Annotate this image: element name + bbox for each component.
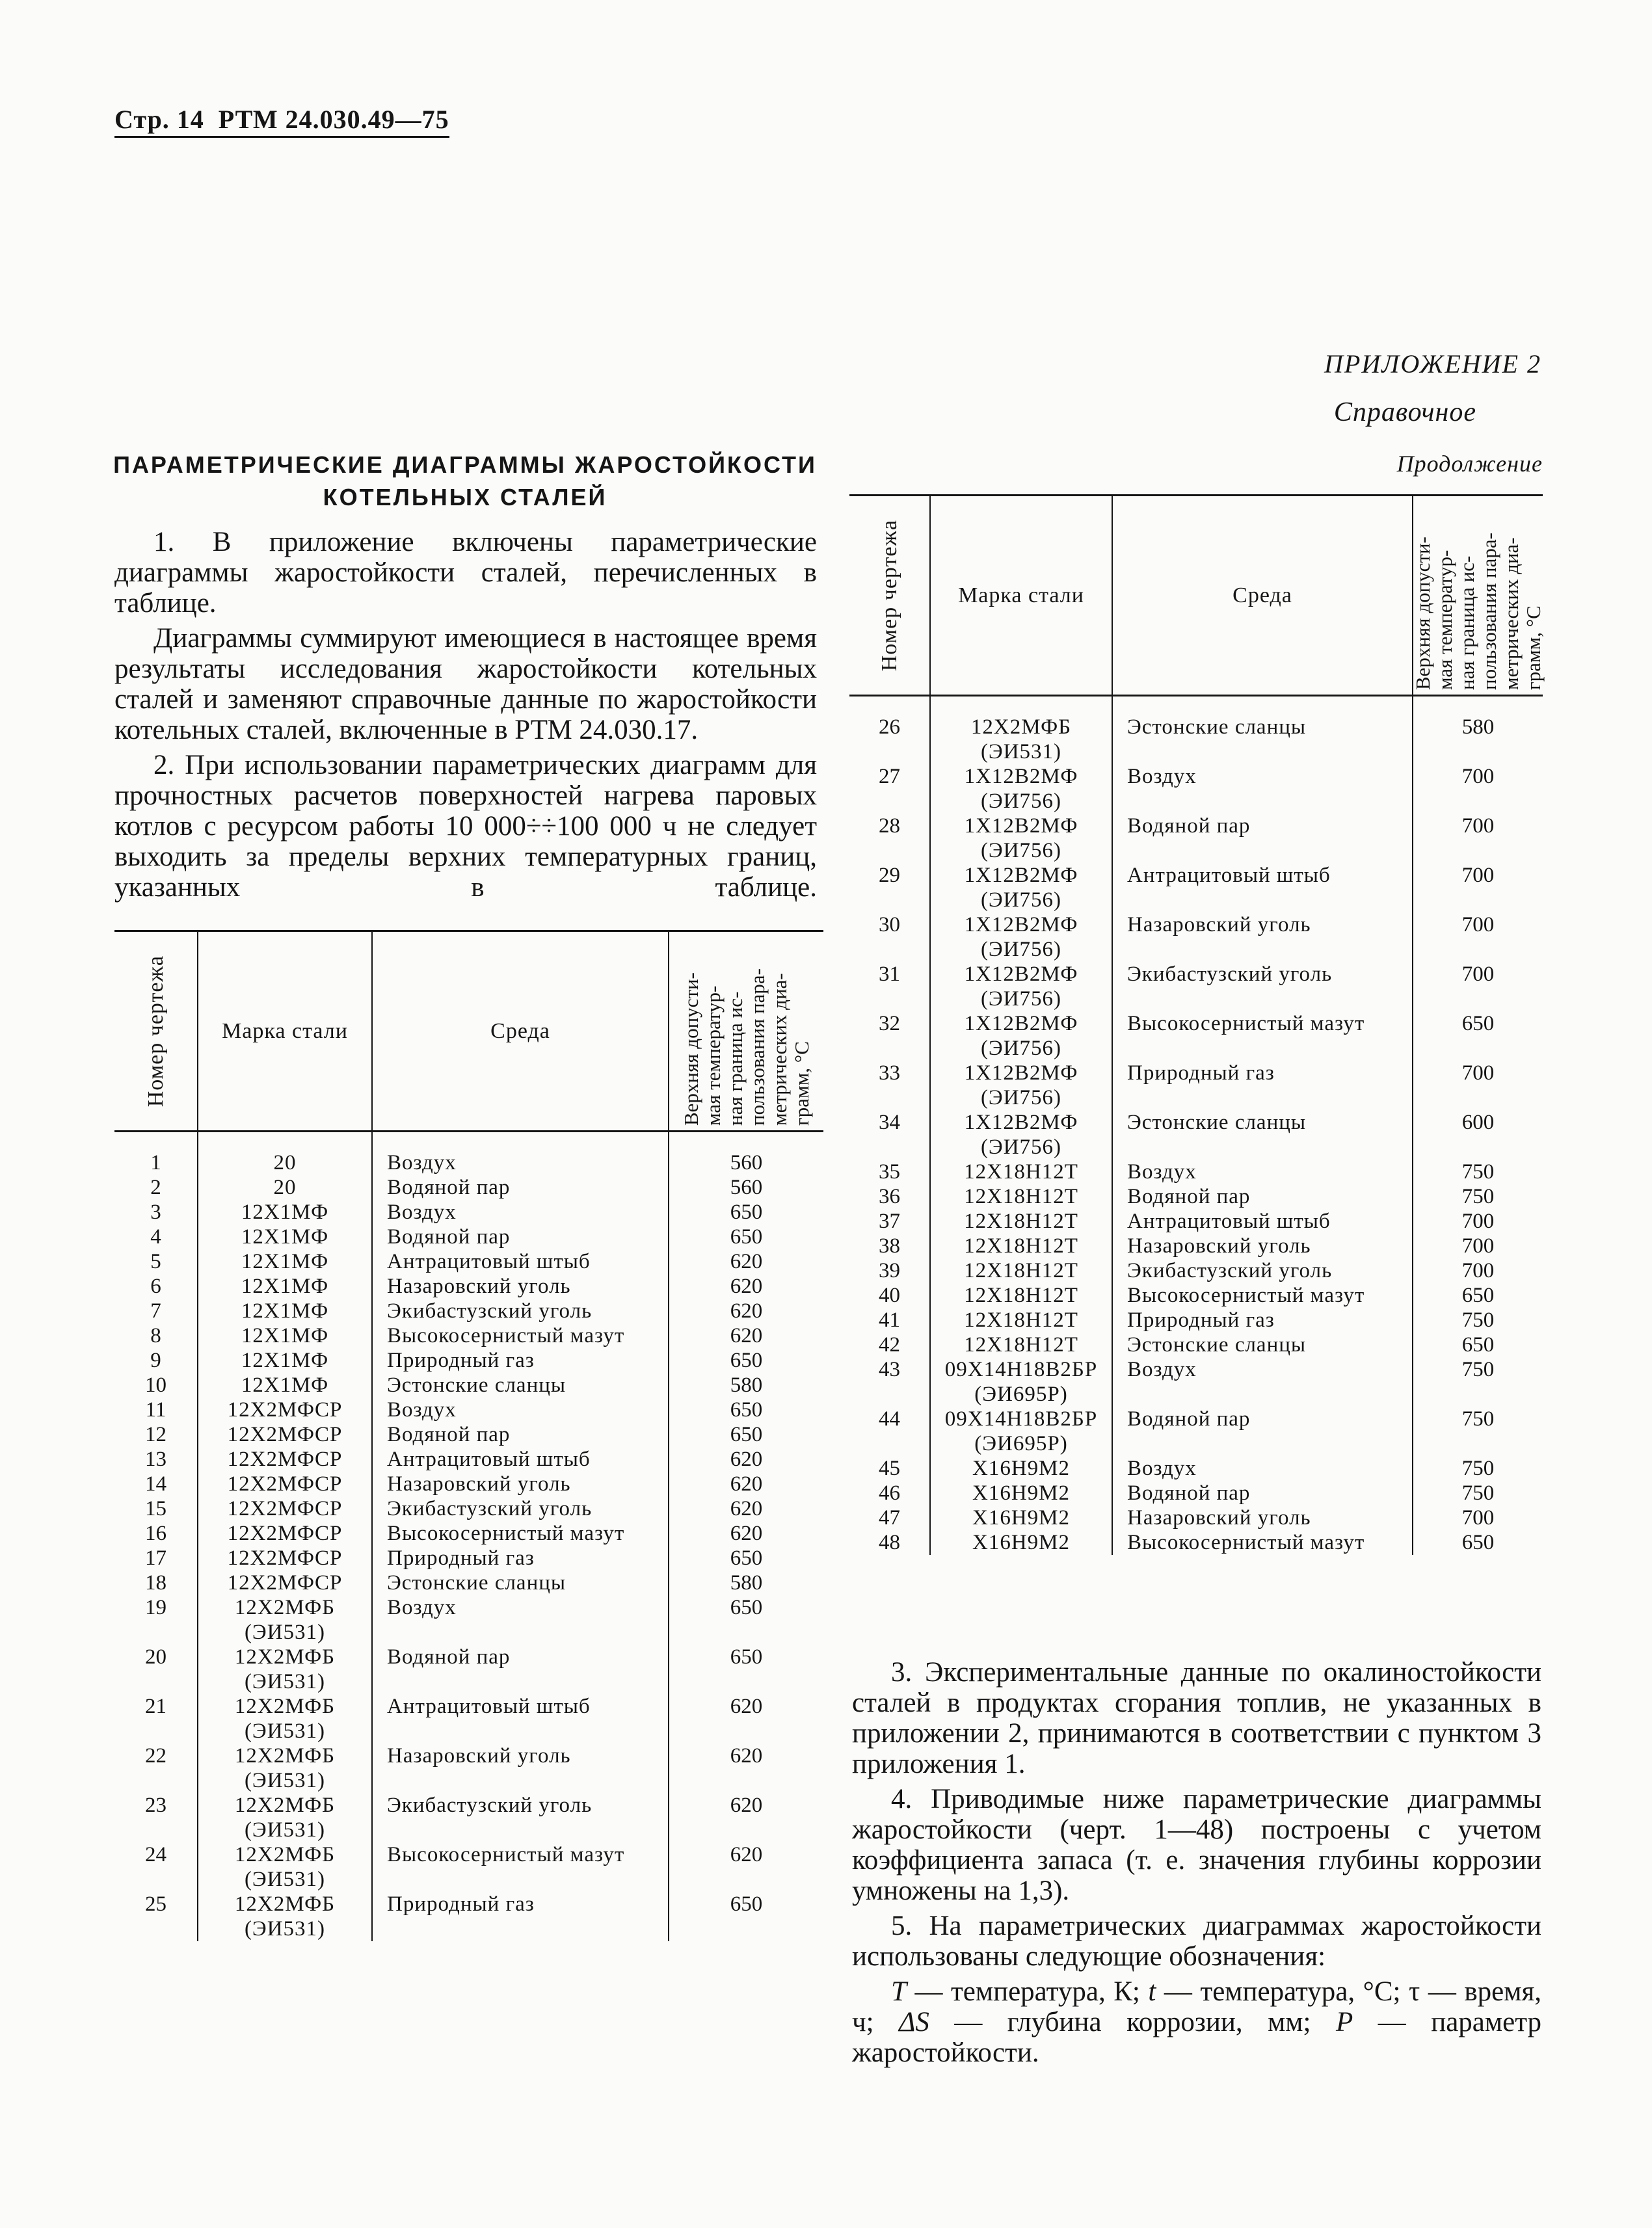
table-row (849, 1283, 1543, 1308)
cell-drawing-number: 29 (879, 864, 900, 887)
cell-drawing-number: 28 (879, 814, 900, 838)
cell-drawing-number: 32 (879, 1012, 900, 1035)
cell-temperature: 700 (1413, 1258, 1543, 1283)
cell-temperature: 700 (1413, 764, 1543, 814)
cell-steel-grade: 12Х2МФБ (ЭИ531) (198, 1842, 372, 1892)
cell-medium: Природный газ (372, 1546, 669, 1571)
cell-temperature: 650 (669, 1595, 823, 1645)
cell-drawing-number: 44 (879, 1407, 900, 1431)
cell-steel-grade: 1Х12В2МФ (ЭИ756) (930, 1061, 1112, 1110)
cell-drawing-number: 15 (145, 1497, 167, 1520)
cell-drawing-number: 46 (879, 1481, 900, 1505)
cell-medium: Воздух (1112, 1160, 1413, 1184)
table-row (849, 814, 1543, 863)
cell-steel-grade: Х16Н9М2 (930, 1530, 1112, 1555)
cell-steel-grade: 12Х2МФСР (198, 1447, 372, 1472)
cell-medium: Эстонские сланцы (1112, 1333, 1413, 1357)
cell-temperature: 750 (1413, 1308, 1543, 1333)
cell-medium: Природный газ (372, 1348, 669, 1373)
cell-drawing-number: 14 (145, 1472, 167, 1496)
cell-steel-grade: 12Х18Н12Т (930, 1184, 1112, 1209)
paragraph-3: 3. Экспериментальные данные по окалиностойкости сталей в продуктах сгорания топлив, не указанных в приложении 2, принимаются в соответствии с пунктом 3 приложения 1. (852, 1657, 1541, 1779)
cell-steel-grade: 12Х1МФ (198, 1323, 372, 1348)
table-row (114, 1645, 823, 1694)
cell-steel-grade: 12Х2МФБ (ЭИ531) (930, 696, 1112, 765)
symbol: P (1335, 2007, 1353, 2037)
cell-drawing-number: 33 (879, 1061, 900, 1085)
cell-drawing-number: 9 (150, 1349, 161, 1372)
cell-medium: Воздух (372, 1200, 669, 1225)
cell-steel-grade: 12Х2МФБ (ЭИ531) (198, 1595, 372, 1645)
cell-medium: Экибастузский уголь (1112, 962, 1413, 1011)
cell-drawing-number: 47 (879, 1506, 900, 1530)
cell-medium: Воздух (1112, 1357, 1413, 1407)
cell-drawing-number: 4 (150, 1225, 161, 1249)
cell-drawing-number: 25 (145, 1892, 167, 1916)
cell-temperature: 620 (669, 1744, 823, 1793)
table-row (849, 1407, 1543, 1456)
cell-drawing-number: 35 (879, 1160, 900, 1184)
cell-drawing-number: 36 (879, 1185, 900, 1208)
cell-temperature: 700 (1413, 962, 1543, 1011)
cell-temperature: 620 (669, 1274, 823, 1299)
table-row (849, 1456, 1543, 1481)
cell-medium: Природный газ (1112, 1308, 1413, 1333)
table-row (849, 1160, 1543, 1184)
cell-medium: Водяной пар (372, 1645, 669, 1694)
cell-medium: Эстонские сланцы (1112, 1110, 1413, 1160)
header-steel-grade: Марка стали (198, 931, 372, 1132)
cell-drawing-number: 37 (879, 1210, 900, 1233)
cell-steel-grade: 12Х2МФСР (198, 1472, 372, 1496)
page-number: Стр. 14 (114, 105, 204, 134)
appendix-type: Справочное (1333, 397, 1476, 427)
cell-drawing-number: 41 (879, 1308, 900, 1332)
table-row (849, 1505, 1543, 1530)
table-row (849, 912, 1543, 962)
cell-steel-grade: 1Х12В2МФ (ЭИ756) (930, 1011, 1112, 1061)
cell-medium: Воздух (372, 1398, 669, 1422)
steel-table-right (849, 494, 1543, 1555)
cell-steel-grade: 12Х18Н12Т (930, 1234, 1112, 1258)
cell-medium: Эстонские сланцы (372, 1373, 669, 1398)
cell-temperature: 620 (669, 1472, 823, 1496)
cell-temperature: 580 (1413, 696, 1543, 765)
cell-medium: Воздух (372, 1132, 669, 1176)
cell-temperature: 750 (1413, 1184, 1543, 1209)
cell-drawing-number: 2 (150, 1176, 161, 1199)
table-row (114, 1132, 823, 1176)
table-header-row (849, 496, 1543, 696)
symbol: τ (1409, 1976, 1420, 2007)
cell-temperature: 580 (669, 1571, 823, 1595)
cell-temperature: 620 (669, 1694, 823, 1744)
cell-temperature: 700 (1413, 1505, 1543, 1530)
cell-steel-grade: 20 (198, 1132, 372, 1176)
header-upper-temperature: Верхняя допусти- мая температур- ная граница ис- пользования пара- метрических диа- грамм, °С (669, 931, 823, 1132)
header-medium: Среда (372, 931, 669, 1132)
cell-medium: Экибастузский уголь (1112, 1258, 1413, 1283)
cell-temperature: 560 (669, 1175, 823, 1200)
cell-medium: Антрацитовый штыб (1112, 1209, 1413, 1234)
cell-steel-grade: 12Х2МФБ (ЭИ531) (198, 1694, 372, 1744)
cell-drawing-number: 7 (150, 1299, 161, 1323)
cell-steel-grade: 1Х12В2МФ (ЭИ756) (930, 912, 1112, 962)
cell-steel-grade: Х16Н9М2 (930, 1505, 1112, 1530)
paragraph-5: 5. На параметрических диаграммах жаростойкости использованы следующие обозначения: (852, 1911, 1541, 1972)
table-row (114, 1521, 823, 1546)
table-row (849, 1357, 1543, 1407)
cell-medium: Экибастузский уголь (372, 1299, 669, 1323)
cell-drawing-number: 22 (145, 1744, 167, 1768)
cell-medium: Водяной пар (1112, 1407, 1413, 1456)
cell-temperature: 750 (1413, 1456, 1543, 1481)
cell-steel-grade: 1Х12В2МФ (ЭИ756) (930, 764, 1112, 814)
table-row (114, 1348, 823, 1373)
table-row (114, 1842, 823, 1892)
cell-temperature: 620 (669, 1299, 823, 1323)
cell-drawing-number: 26 (879, 715, 900, 739)
table-row (114, 1422, 823, 1447)
cell-steel-grade: 12Х1МФ (198, 1373, 372, 1398)
cell-drawing-number: 43 (879, 1358, 900, 1381)
table-row (849, 1209, 1543, 1234)
table-row (849, 1184, 1543, 1209)
cell-temperature: 700 (1413, 1061, 1543, 1110)
symbol-meaning: — температура, К; (906, 1976, 1149, 2007)
cell-medium: Высокосернистый мазут (372, 1521, 669, 1546)
cell-medium: Высокосернистый мазут (372, 1323, 669, 1348)
cell-temperature: 620 (669, 1323, 823, 1348)
cell-steel-grade: 12Х2МФСР (198, 1496, 372, 1521)
cell-temperature: 650 (669, 1348, 823, 1373)
cell-drawing-number: 10 (145, 1373, 167, 1397)
symbol-meaning: — температура, °С; (1156, 1976, 1409, 2007)
symbol-meaning: — глубина коррозии, мм; (929, 2007, 1336, 2037)
appendix-label: ПРИЛОЖЕНИЕ 2 (1324, 349, 1541, 378)
cell-drawing-number: 40 (879, 1284, 900, 1307)
table-row (114, 1398, 823, 1422)
cell-medium: Водяной пар (1112, 1481, 1413, 1505)
cell-temperature: 620 (669, 1249, 823, 1274)
cell-steel-grade: 12Х2МФСР (198, 1546, 372, 1571)
cell-medium: Водяной пар (1112, 1184, 1413, 1209)
cell-medium: Воздух (1112, 764, 1413, 814)
document-title-line: КОТЕЛЬНЫХ СТАЛЕЙ (323, 484, 607, 511)
table-row (849, 1333, 1543, 1357)
cell-drawing-number: 27 (879, 765, 900, 788)
cell-steel-grade: Х16Н9М2 (930, 1456, 1112, 1481)
cell-temperature: 750 (1413, 1160, 1543, 1184)
cell-temperature: 650 (669, 1398, 823, 1422)
table-row (114, 1793, 823, 1842)
cell-medium: Экибастузский уголь (372, 1496, 669, 1521)
cell-drawing-number: 13 (145, 1448, 167, 1471)
table-row (849, 1258, 1543, 1283)
table-row (114, 1323, 823, 1348)
cell-steel-grade: 12Х2МФБ (ЭИ531) (198, 1645, 372, 1694)
notation-list (852, 1976, 1541, 2068)
cell-drawing-number: 34 (879, 1111, 900, 1134)
cell-temperature: 650 (669, 1225, 823, 1249)
table-row (849, 1481, 1543, 1505)
table-row (849, 764, 1543, 814)
document-code: РТМ 24.030.49—75 (218, 105, 449, 134)
cell-drawing-number: 12 (145, 1423, 167, 1446)
table-row (114, 1447, 823, 1472)
table-row (114, 1175, 823, 1200)
body-text-right (852, 1657, 1541, 2073)
cell-drawing-number: 45 (879, 1457, 900, 1480)
table-row (849, 1110, 1543, 1160)
header-upper-temperature: Верхняя допусти- мая температур- ная граница ис- пользования пара- метрических диа- грамм, °С (1413, 496, 1543, 696)
cell-steel-grade: 12Х2МФСР (198, 1521, 372, 1546)
cell-temperature: 750 (1413, 1407, 1543, 1456)
steel-table-left (114, 930, 823, 1941)
cell-steel-grade: 12Х1МФ (198, 1225, 372, 1249)
table-body-left (114, 1132, 823, 1942)
cell-temperature: 560 (669, 1132, 823, 1176)
cell-medium: Антрацитовый штыб (1112, 863, 1413, 912)
cell-drawing-number: 24 (145, 1843, 167, 1866)
cell-medium: Назаровский уголь (372, 1744, 669, 1793)
header-drawing-number: Номер чертежа (849, 496, 930, 696)
cell-temperature: 700 (1413, 863, 1543, 912)
cell-steel-grade: 12Х18Н12Т (930, 1258, 1112, 1283)
cell-drawing-number: 6 (150, 1275, 161, 1298)
cell-medium: Назаровский уголь (372, 1274, 669, 1299)
cell-medium: Высокосернистый мазут (372, 1842, 669, 1892)
cell-steel-grade: 20 (198, 1175, 372, 1200)
symbol-meaning: — время, ч; (852, 1976, 1541, 2037)
table-row (114, 1571, 823, 1595)
cell-steel-grade: 1Х12В2МФ (ЭИ756) (930, 814, 1112, 863)
table-row (114, 1472, 823, 1496)
table-row (849, 1308, 1543, 1333)
cell-medium: Воздух (372, 1595, 669, 1645)
cell-medium: Водяной пар (372, 1225, 669, 1249)
cell-medium: Назаровский уголь (1112, 1505, 1413, 1530)
cell-steel-grade: 09Х14Н18В2БР (ЭИ695Р) (930, 1357, 1112, 1407)
symbol: T (891, 1976, 907, 2007)
cell-steel-grade: 12Х1МФ (198, 1249, 372, 1274)
cell-medium: Назаровский уголь (372, 1472, 669, 1496)
table-row (114, 1496, 823, 1521)
cell-steel-grade: 12Х2МФСР (198, 1398, 372, 1422)
document-title (111, 449, 819, 514)
table-row (114, 1744, 823, 1793)
table-header-row (114, 931, 823, 1132)
cell-medium: Высокосернистый мазут (1112, 1283, 1413, 1308)
cell-medium: Водяной пар (372, 1175, 669, 1200)
cell-steel-grade: 12Х1МФ (198, 1274, 372, 1299)
cell-steel-grade: 12Х2МФБ (ЭИ531) (198, 1892, 372, 1941)
symbol: t (1148, 1976, 1156, 2007)
cell-temperature: 580 (669, 1373, 823, 1398)
cell-steel-grade: 12Х18Н12Т (930, 1209, 1112, 1234)
cell-medium: Высокосернистый мазут (1112, 1011, 1413, 1061)
table-row (849, 1234, 1543, 1258)
table-row (114, 1225, 823, 1249)
cell-drawing-number: 3 (150, 1200, 161, 1224)
cell-medium: Эстонские сланцы (1112, 696, 1413, 765)
cell-medium: Антрацитовый штыб (372, 1447, 669, 1472)
paragraph-1: 1. В приложение включены параметрические диаграммы жаростойкости сталей, перечисленных в таблице. (114, 527, 817, 618)
table-row (114, 1595, 823, 1645)
cell-medium: Водяной пар (372, 1422, 669, 1447)
cell-steel-grade: 12Х1МФ (198, 1348, 372, 1373)
table-row (849, 863, 1543, 912)
header-medium: Среда (1112, 496, 1413, 696)
cell-medium: Воздух (1112, 1456, 1413, 1481)
table-row (849, 1530, 1543, 1555)
cell-temperature: 620 (669, 1521, 823, 1546)
cell-drawing-number: 48 (879, 1531, 900, 1554)
cell-temperature: 650 (669, 1200, 823, 1225)
cell-temperature: 700 (1413, 814, 1543, 863)
cell-steel-grade: 12Х2МФСР (198, 1571, 372, 1595)
cell-drawing-number: 23 (145, 1794, 167, 1817)
cell-drawing-number: 38 (879, 1234, 900, 1258)
cell-temperature: 620 (669, 1496, 823, 1521)
cell-temperature: 650 (1413, 1283, 1543, 1308)
table-row (849, 1011, 1543, 1061)
document-title-line: ПАРАМЕТРИЧЕСКИЕ ДИАГРАММЫ ЖАРОСТОЙКОСТИ (113, 451, 817, 478)
cell-drawing-number: 16 (145, 1522, 167, 1545)
cell-temperature: 600 (1413, 1110, 1543, 1160)
cell-temperature: 650 (669, 1546, 823, 1571)
cell-steel-grade: 1Х12В2МФ (ЭИ756) (930, 1110, 1112, 1160)
cell-temperature: 700 (1413, 1209, 1543, 1234)
table-row (114, 1892, 823, 1941)
table-row (114, 1694, 823, 1744)
cell-drawing-number: 11 (145, 1398, 167, 1422)
cell-temperature: 650 (1413, 1530, 1543, 1555)
cell-drawing-number: 18 (145, 1571, 167, 1595)
cell-temperature: 650 (1413, 1333, 1543, 1357)
cell-drawing-number: 20 (145, 1645, 167, 1669)
cell-temperature: 650 (669, 1645, 823, 1694)
cell-steel-grade: 12Х1МФ (198, 1200, 372, 1225)
cell-temperature: 750 (1413, 1481, 1543, 1505)
page-header (114, 104, 449, 138)
cell-temperature: 700 (1413, 1234, 1543, 1258)
cell-medium: Природный газ (1112, 1061, 1413, 1110)
cell-drawing-number: 31 (879, 962, 900, 986)
table-row (114, 1274, 823, 1299)
symbol: ΔS (899, 2007, 929, 2037)
cell-temperature: 620 (669, 1447, 823, 1472)
cell-steel-grade: 1Х12В2МФ (ЭИ756) (930, 962, 1112, 1011)
cell-medium: Природный газ (372, 1892, 669, 1941)
cell-steel-grade: 12Х18Н12Т (930, 1308, 1112, 1333)
cell-steel-grade: 1Х12В2МФ (ЭИ756) (930, 863, 1112, 912)
cell-medium: Назаровский уголь (1112, 912, 1413, 962)
table-row (114, 1200, 823, 1225)
body-text-left (114, 527, 817, 907)
cell-medium: Антрацитовый штыб (372, 1249, 669, 1274)
cell-temperature: 620 (669, 1842, 823, 1892)
cell-temperature: 650 (669, 1892, 823, 1941)
paragraph-4: 4. Приводимые ниже параметрические диаграммы жаростойкости (черт. 1—48) построены с учетом коэффициента запаса (т. е. значения глубины коррозии умножены на 1,3). (852, 1784, 1541, 1906)
table-row (114, 1373, 823, 1398)
table-row (114, 1546, 823, 1571)
table-body-right (849, 696, 1543, 1556)
cell-steel-grade: 12Х2МФСР (198, 1422, 372, 1447)
cell-drawing-number: 5 (150, 1250, 161, 1273)
cell-temperature: 750 (1413, 1357, 1543, 1407)
cell-steel-grade: 12Х2МФБ (ЭИ531) (198, 1744, 372, 1793)
cell-temperature: 650 (669, 1422, 823, 1447)
cell-drawing-number: 19 (145, 1596, 167, 1619)
cell-medium: Эстонские сланцы (372, 1571, 669, 1595)
symbol-meaning: — параметр жаростойкости. (852, 2007, 1542, 2068)
cell-medium: Водяной пар (1112, 814, 1413, 863)
cell-temperature: 650 (1413, 1011, 1543, 1061)
cell-drawing-number: 8 (150, 1324, 161, 1347)
cell-steel-grade: Х16Н9М2 (930, 1481, 1112, 1505)
table-row (849, 962, 1543, 1011)
table-row (849, 1061, 1543, 1110)
cell-medium: Антрацитовый штыб (372, 1694, 669, 1744)
table-continuation-label: Продолжение (1396, 451, 1543, 477)
cell-medium: Назаровский уголь (1112, 1234, 1413, 1258)
cell-temperature: 620 (669, 1793, 823, 1842)
cell-steel-grade: 12Х1МФ (198, 1299, 372, 1323)
paragraph-1-cont: Диаграммы суммируют имеющиеся в настоящее время результаты исследования жаростойкости котельных сталей и заменяют справочные данные по жаростойкости котельных сталей, включенные в РТМ 24.030.17. (114, 623, 817, 745)
cell-medium: Экибастузский уголь (372, 1793, 669, 1842)
cell-steel-grade: 12Х18Н12Т (930, 1333, 1112, 1357)
table-row (849, 696, 1543, 765)
cell-steel-grade: 12Х2МФБ (ЭИ531) (198, 1793, 372, 1842)
cell-drawing-number: 1 (150, 1151, 161, 1174)
cell-temperature: 700 (1413, 912, 1543, 962)
cell-steel-grade: 12Х18Н12Т (930, 1160, 1112, 1184)
cell-medium: Высокосернистый мазут (1112, 1530, 1413, 1555)
cell-steel-grade: 09Х14Н18В2БР (ЭИ695Р) (930, 1407, 1112, 1456)
cell-drawing-number: 17 (145, 1546, 167, 1570)
table-row (114, 1249, 823, 1274)
cell-drawing-number: 39 (879, 1259, 900, 1282)
header-steel-grade: Марка стали (930, 496, 1112, 696)
cell-drawing-number: 21 (145, 1695, 167, 1718)
paragraph-2: 2. При использовании параметрических диаграмм для прочностных расчетов поверхностей нагрева паровых котлов с ресурсом работы 10 000÷÷100 000 ч не следует выходить за пределы верхних температурных границ, указанных в таблице. (114, 750, 817, 903)
table-row (114, 1299, 823, 1323)
header-drawing-number: Номер чертежа (114, 931, 198, 1132)
cell-steel-grade: 12Х18Н12Т (930, 1283, 1112, 1308)
cell-drawing-number: 42 (879, 1333, 900, 1357)
cell-drawing-number: 30 (879, 913, 900, 936)
